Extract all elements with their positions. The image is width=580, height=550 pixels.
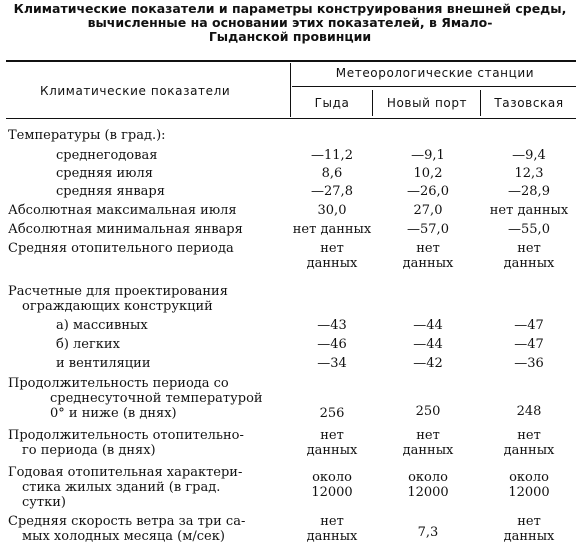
header-divider-2	[480, 90, 481, 116]
column-header-station-2: Новый порт	[386, 96, 468, 110]
table-cell: около 12000	[407, 470, 449, 500]
row-label: среднесуточной температурой	[50, 391, 263, 406]
table-cell: —42	[413, 356, 443, 371]
table-cell: 8,6	[321, 166, 343, 181]
header-divider-main	[290, 63, 291, 117]
table-cell: 7,3	[417, 525, 439, 540]
row-label: Абсолютная максимальная июля	[8, 203, 237, 218]
row-label: ограждающих конструкций	[22, 299, 213, 314]
table-cell: 27,0	[413, 203, 443, 218]
table-cell: 10,2	[413, 166, 443, 181]
row-label: Абсолютная минимальная января	[8, 222, 243, 237]
table-cell: —44	[413, 337, 443, 352]
table-cell: —9,1	[411, 148, 445, 163]
row-label: го периода (в днях)	[22, 443, 156, 458]
row-label: Расчетные для проектирования	[8, 284, 228, 299]
column-header-stations: Метеорологические станции	[335, 66, 535, 80]
header-divider-1	[372, 90, 373, 116]
row-label: сутки)	[22, 495, 66, 510]
table-top-rule	[6, 60, 576, 62]
table-cell: нет данных	[292, 222, 372, 237]
table-cell: —11,2	[311, 148, 353, 163]
table-cell: около 12000	[508, 470, 550, 500]
group-underline	[292, 86, 576, 87]
header-bottom-rule	[6, 118, 576, 119]
table-cell: нет данных	[503, 514, 555, 544]
table-cell: 30,0	[317, 203, 347, 218]
table-cell: —26,0	[407, 184, 449, 199]
table-title	[10, 2, 570, 44]
table-cell: —55,0	[508, 222, 550, 237]
title-line-1: Климатические показатели и параметры конструирования внешней среды,	[13, 1, 567, 16]
table-cell: 12,3	[514, 166, 544, 181]
table-cell: нет данных	[402, 241, 454, 271]
row-label: и вентиляции	[56, 356, 151, 371]
row-label: мых холодных месяца (м/сек)	[22, 529, 225, 544]
table-cell: —47	[514, 337, 544, 352]
table-cell: 256	[319, 406, 345, 421]
table-cell: нет данных	[503, 241, 555, 271]
table-cell: нет данных	[306, 514, 358, 544]
column-header-indicators: Климатические показатели	[40, 84, 231, 98]
title-line-3: Гыданской провинции	[208, 29, 372, 44]
row-label: Температуры (в град.):	[8, 128, 166, 143]
table-cell: —47	[514, 318, 544, 333]
column-header-station-3: Тазовская	[494, 96, 564, 110]
row-label: средняя января	[56, 184, 165, 199]
table-cell: нет данных	[306, 428, 358, 458]
table-cell: —27,8	[311, 184, 353, 199]
row-label: Продолжительность отопительно-	[8, 428, 244, 443]
row-label: средняя июля	[56, 166, 153, 181]
table-cell: —57,0	[407, 222, 449, 237]
table-cell: 248	[516, 404, 542, 419]
row-label: Годовая отопительная характери-	[8, 465, 243, 480]
table-cell: нет данных	[503, 428, 555, 458]
title-line-2: вычисленные на основании этих показателей, в Ямало-	[87, 15, 493, 30]
table-cell: —46	[317, 337, 347, 352]
row-label: Продолжительность периода со	[8, 376, 229, 391]
row-label: Средняя отопительного периода	[8, 241, 234, 256]
table-cell: нет данных	[489, 203, 569, 218]
row-label: а) массивных	[56, 318, 148, 333]
table-cell: —43	[317, 318, 347, 333]
table-cell: около 12000	[311, 470, 353, 500]
row-label: б) легких	[56, 337, 120, 352]
table-cell: —44	[413, 318, 443, 333]
table-cell: —28,9	[508, 184, 550, 199]
row-label: стика жилых зданий (в град.	[22, 480, 221, 495]
table-cell: 250	[415, 404, 441, 419]
table-cell: нет данных	[306, 241, 358, 271]
row-label: среднегодовая	[56, 148, 158, 163]
table-cell: —36	[514, 356, 544, 371]
column-header-station-1: Гыда	[314, 96, 350, 110]
table-cell: нет данных	[402, 428, 454, 458]
row-label: 0° и ниже (в днях)	[50, 406, 177, 421]
table-cell: —34	[317, 356, 347, 371]
row-label: Средняя скорость ветра за три са-	[8, 514, 246, 529]
table-cell: —9,4	[512, 148, 546, 163]
